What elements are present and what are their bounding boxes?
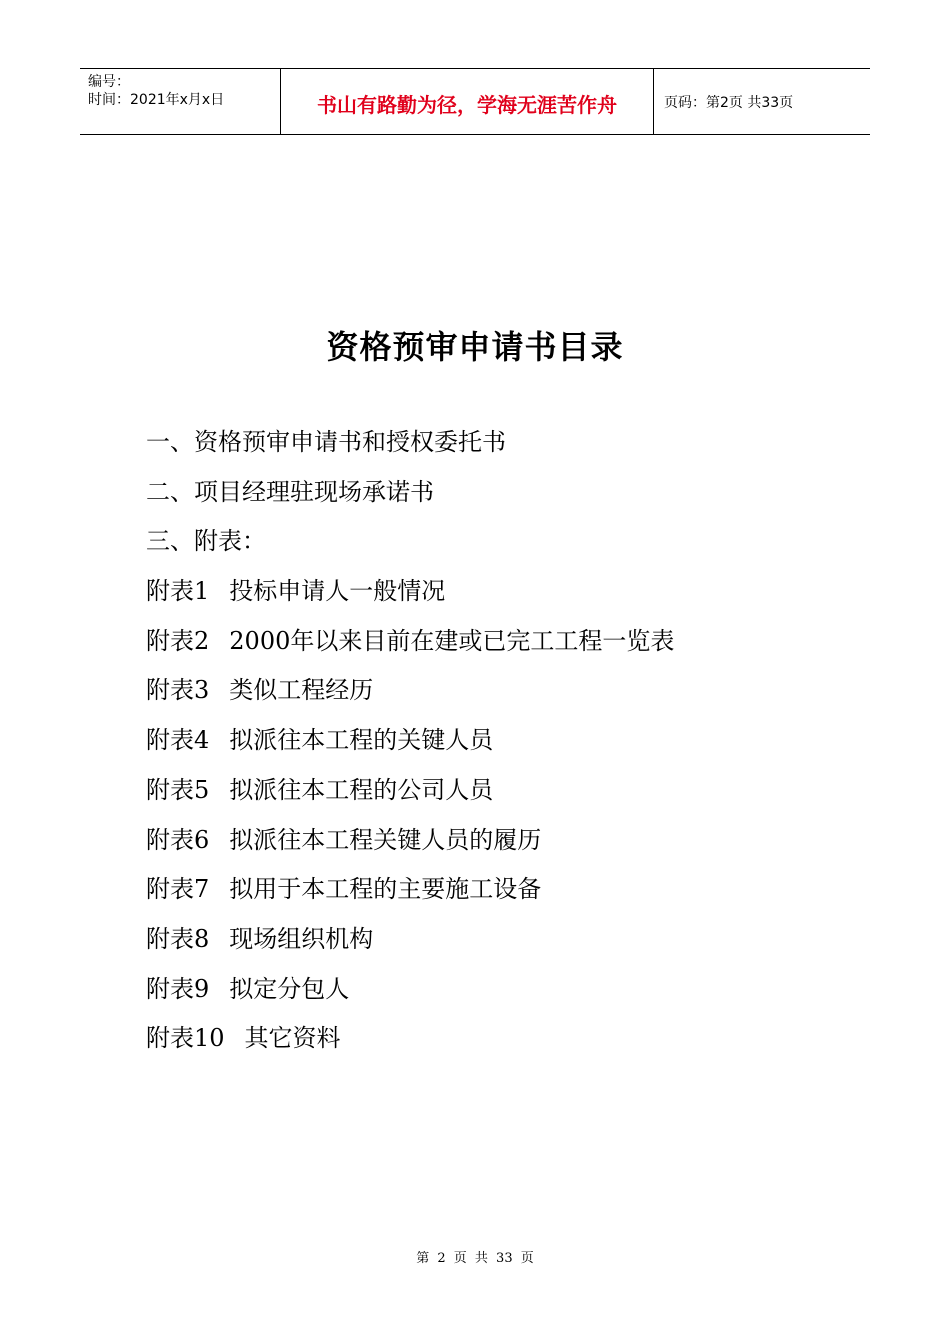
toc-item-text: 二、项目经理驻现场承诺书 [146,477,434,506]
toc-item [146,424,674,474]
toc-item-label: 附表1 [146,577,210,606]
toc-item-label: 附表3 [146,676,210,705]
toc-item [146,672,674,722]
toc-item-label: 附表9 [146,974,210,1003]
toc-item [146,523,674,573]
toc-item-label: 附表10 [146,1024,225,1053]
toc-item-label: 附表8 [146,924,210,953]
toc-item-text: 拟定分包人 [229,974,350,1003]
toc-item-text: 拟派往本工程关键人员的履历 [229,825,542,854]
document-title: 资格预审申请书目录 [326,328,624,366]
toc-item-text: 2000年以来目前在建或已完工工程一览表 [229,626,675,655]
toc-item-label: 附表6 [146,825,210,854]
toc-item-text: 其它资料 [244,1024,341,1053]
toc-item [146,1020,674,1070]
table-of-contents [146,424,674,1070]
header-meta-cell [80,69,281,134]
header-page-cell [654,69,870,134]
toc-item-text: 现场组织机构 [229,924,374,953]
toc-item-text: 三、附表： [146,527,266,556]
toc-item-label: 附表2 [146,626,210,655]
toc-item [146,474,674,524]
toc-item-text: 拟用于本工程的主要施工设备 [229,875,542,904]
page-header [80,68,870,135]
toc-item-text: 投标申请人一般情况 [229,577,446,606]
toc-item [146,623,674,673]
toc-item-label: 附表4 [146,726,210,755]
toc-item-text: 一、资格预审申请书和授权委托书 [146,428,506,456]
toc-item-label: 附表7 [146,875,210,904]
toc-item-label: 附表5 [146,775,210,804]
toc-item [146,722,674,772]
toc-item [146,971,674,1021]
header-motto-cell [281,69,654,134]
page-info: 页码：第2页 共33页 [664,94,794,111]
toc-item [146,921,674,971]
toc-item [146,871,674,921]
toc-item-text: 类似工程经历 [229,676,374,705]
toc-item-text: 拟派往本工程的关键人员 [229,726,494,755]
number-label: 编号： [88,74,130,90]
page-footer: 第 2 页 共 33 页 [416,1251,534,1266]
toc-item [146,822,674,872]
toc-item [146,772,674,822]
motto-text: 书山有路勤为径，学海无涯苦作舟 [317,93,617,117]
toc-item-text: 拟派往本工程的公司人员 [229,775,494,804]
time-label: 时间：2021年x月x日 [88,92,225,108]
toc-item [146,573,674,623]
